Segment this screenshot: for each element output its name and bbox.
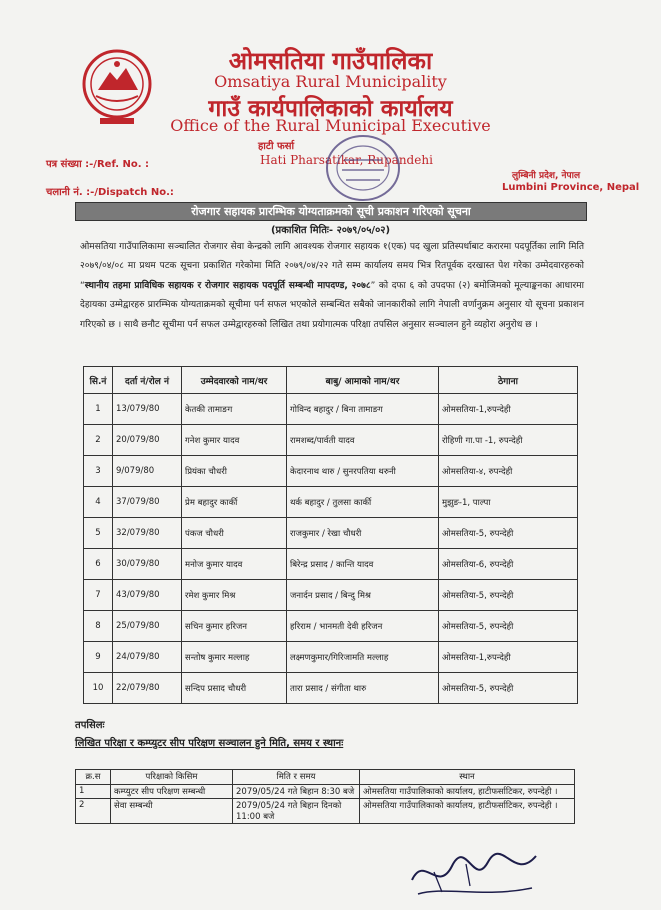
- candidates-table-header: [84, 367, 578, 394]
- table-row: [84, 642, 578, 673]
- cell-registration: 25/079/80: [113, 611, 182, 642]
- cell-candidate-name: प्रियंका चौधरी: [182, 456, 287, 487]
- cell-parents-name: हरिराम / भानमती देवी हरिजन: [287, 611, 439, 642]
- notice-title-banner: रोजगार सहायक प्रारम्भिक योग्यताक्रमको सूची प्रकाशन गरिएको सूचना: [75, 202, 587, 221]
- col-exam-type: परिक्षाको किसिम: [111, 770, 233, 785]
- ref-number-label: पत्र संख्या :-/Ref. No. :: [46, 159, 150, 170]
- table-row: [84, 394, 578, 425]
- cell-candidate-name: मनोज कुमार यादव: [182, 549, 287, 580]
- office-name-english: Office of the Rural Municipal Executive: [170, 116, 491, 135]
- cell-candidate-name: रमेश कुमार मिश्र: [182, 580, 287, 611]
- cell-address: ओमसतिया-1,रुपन्देही: [439, 394, 578, 425]
- cell-exam-type: कम्प्युटर सीप परिक्षण सम्बन्धी: [111, 785, 233, 799]
- cell-candidate-name: गनेश कुमार यादव: [182, 425, 287, 456]
- cell-candidate-name: प्रेम बहादुर कार्की: [182, 487, 287, 518]
- cell-serial: 2: [84, 425, 113, 456]
- cell-serial: 7: [84, 580, 113, 611]
- cell-registration: 37/079/80: [113, 487, 182, 518]
- notice-body-part-2: ” को दफा ६ को उपदफा (२) बमोजिमको मूल्याङ्कनका आधारमा देहायका उम्मेद्वारहरु प्रारम्भिक योग्यताक्रमको सूचीमा पर्न सफल भएकोले सम्बन्धित सबैको जानकारीको लागि नेपाली वर्णानुक्रम अनुसार यो सूचना प्रकाशन गरिएको छ । साथै छनौट सूचीमा पर्न सफल उम्मेद्वारहरुको लिखित तथा प्रयोगात्मक परिक्षा तपसिल अनुसार सञ्चालन हुने व्यहोरा अनुरोध छ ।: [80, 280, 584, 330]
- published-date: (प्रकाशित मितिः- २०७९/०५/०२): [270, 225, 391, 236]
- cell-candidate-name: केतकी तामाङग: [182, 394, 287, 425]
- cell-parents-name: तारा प्रसाद / संगीता थारु: [287, 673, 439, 704]
- cell-serial: 1: [84, 394, 113, 425]
- cell-serial: 5: [84, 518, 113, 549]
- candidates-table: [83, 366, 578, 704]
- cell-address: ओमसतिया-1,रुपन्देही: [439, 642, 578, 673]
- notice-body-standard-name: स्थानीय तहमा प्राविधिक सहायक र रोजगार सहायक पदपूर्ति सम्बन्धी मापदण्ड, २०७८: [84, 280, 371, 291]
- cell-exam-type: सेवा सम्बन्धी: [111, 799, 233, 824]
- dispatch-number-label: चलानी नं. :-/Dispatch No.:: [46, 187, 174, 198]
- cell-address: ओमसतिया-6, रुपन्देही: [439, 549, 578, 580]
- cell-serial: 10: [84, 673, 113, 704]
- office-name-nepali: गाउँ कार्यपालिकाको कार्यालय: [208, 96, 453, 122]
- table-row: [84, 456, 578, 487]
- cell-candidate-name: सन्तोष कुमार मल्लाह: [182, 642, 287, 673]
- cell-address: मुझुङ-1, पाल्पा: [439, 487, 578, 518]
- cell-address: रोहिणी गा.पा -1, रुपन्देही: [439, 425, 578, 456]
- col-parents-name: बाबु/ आमाको नाम/थर: [287, 367, 439, 394]
- cell-registration: 24/079/80: [113, 642, 182, 673]
- cell-parents-name: रामशब्द/पार्वती यादव: [287, 425, 439, 456]
- table-row: [84, 487, 578, 518]
- cell-address: ओमसतिया-5, रुपन्देही: [439, 518, 578, 549]
- office-seal-stamp: [322, 130, 404, 206]
- col-date-time: मिति र समय: [233, 770, 360, 785]
- notice-body: [80, 238, 584, 335]
- cell-parents-name: केदारनाथ थारु / सुनरपतिया थरुनी: [287, 456, 439, 487]
- cell-registration: 9/079/80: [113, 456, 182, 487]
- cell-venue: ओमसतिया गाउँपालिकाको कार्यालय, हाटीफर्साटिकर, रुपन्देही ।: [360, 799, 575, 824]
- table-row: [84, 673, 578, 704]
- cell-parents-name: लक्ष्मणकुमार/गिरिजामति मल्लाह: [287, 642, 439, 673]
- location-nepali: हाटी फर्सा: [258, 141, 295, 152]
- cell-parents-name: जनार्दन प्रसाद / बिन्दु मिश्र: [287, 580, 439, 611]
- cell-registration: 20/079/80: [113, 425, 182, 456]
- col-candidate-name: उम्मेदवारको नाम/थर: [182, 367, 287, 394]
- cell-serial: 8: [84, 611, 113, 642]
- schedule-title: लिखित परिक्षा र कम्प्युटर सीप परिक्षण सञ्चालन हुने मिति, समय र स्थानः: [75, 738, 344, 749]
- cell-registration: 43/079/80: [113, 580, 182, 611]
- municipality-name-nepali: ओमसतिया गाउँपालिका: [228, 47, 433, 75]
- col-address: ठेगाना: [439, 367, 578, 394]
- table-row: [84, 580, 578, 611]
- cell-address: ओमसतिया-5, रुपन्देही: [439, 611, 578, 642]
- col-sn: क्र.स: [76, 770, 111, 785]
- exam-schedule-table: [75, 769, 575, 824]
- cell-parents-name: राजकुमार / रेखा चौधरी: [287, 518, 439, 549]
- cell-registration: 22/079/80: [113, 673, 182, 704]
- cell-registration: 13/079/80: [113, 394, 182, 425]
- table-row: [84, 549, 578, 580]
- cell-candidate-name: सचिन कुमार हरिजन: [182, 611, 287, 642]
- schedule-label: तपसिलः: [75, 720, 105, 731]
- cell-parents-name: थर्क बहादुर / तुलसा कार्की: [287, 487, 439, 518]
- cell-parents-name: गोविन्द बहादुर / बिना तामाङग: [287, 394, 439, 425]
- cell-sn: 1: [76, 785, 111, 799]
- cell-sn: 2: [76, 799, 111, 824]
- cell-date-time: 2079/05/24 गते बिहान दिनको 11:00 बजे: [233, 799, 360, 824]
- table-row: [76, 799, 575, 824]
- cell-parents-name: बिरेन्द्र प्रसाद / कान्ति यादव: [287, 549, 439, 580]
- office-address: Hati Pharsatikar, Rupandehi: [260, 153, 433, 167]
- cell-registration: 30/079/80: [113, 549, 182, 580]
- province-nepali: लुम्बिनी प्रदेश, नेपाल: [512, 171, 581, 181]
- cell-serial: 4: [84, 487, 113, 518]
- cell-serial: 3: [84, 456, 113, 487]
- col-serial: सि.नं: [84, 367, 113, 394]
- cell-address: ओमसतिया-४, रुपन्देही: [439, 456, 578, 487]
- province-english: Lumbini Province, Nepal: [502, 182, 640, 193]
- cell-candidate-name: सन्दिप प्रसाद चौधरी: [182, 673, 287, 704]
- table-row: [84, 611, 578, 642]
- cell-address: ओमसतिया-5, रुपन्देही: [439, 673, 578, 704]
- col-registration: दर्ता नं/रोल नं: [113, 367, 182, 394]
- cell-candidate-name: पंकज चौधरी: [182, 518, 287, 549]
- municipality-name-english: Omsatiya Rural Municipality: [214, 72, 447, 91]
- cell-serial: 6: [84, 549, 113, 580]
- table-row: [84, 518, 578, 549]
- officer-signature: [404, 846, 544, 904]
- cell-venue: ओमसतिया गाउँपालिकाको कार्यालय, हाटीफर्साटिकर, रुपन्देही ।: [360, 785, 575, 799]
- cell-date-time: 2079/05/24 गते बिहान 8:30 बजे: [233, 785, 360, 799]
- cell-serial: 9: [84, 642, 113, 673]
- cell-registration: 32/079/80: [113, 518, 182, 549]
- col-venue: स्थान: [360, 770, 575, 785]
- table-row: [84, 425, 578, 456]
- schedule-table-header: [76, 770, 575, 785]
- notice-body-part-1: ओमसतिया गाउँपालिकामा सञ्चालित रोजगार सेवा केन्द्रको लागि आवश्यक रोजगार सहायक १(एक) पद खुला प्रतिस्पर्धाबाट करारमा पदपूर्तिका लागि मिति २०७९/०४/०८ मा प्रथम पटक सूचना प्रकाशित गरेकोमा मिति २०७९/०४/२२ गते सम्म कार्यालय समय भित्र रितपूर्वक दरखास्त पेश गरेका उम्मेदवारहरुको “: [80, 242, 584, 291]
- table-row: [76, 785, 575, 799]
- cell-address: ओमसतिया-5, रुपन्देही: [439, 580, 578, 611]
